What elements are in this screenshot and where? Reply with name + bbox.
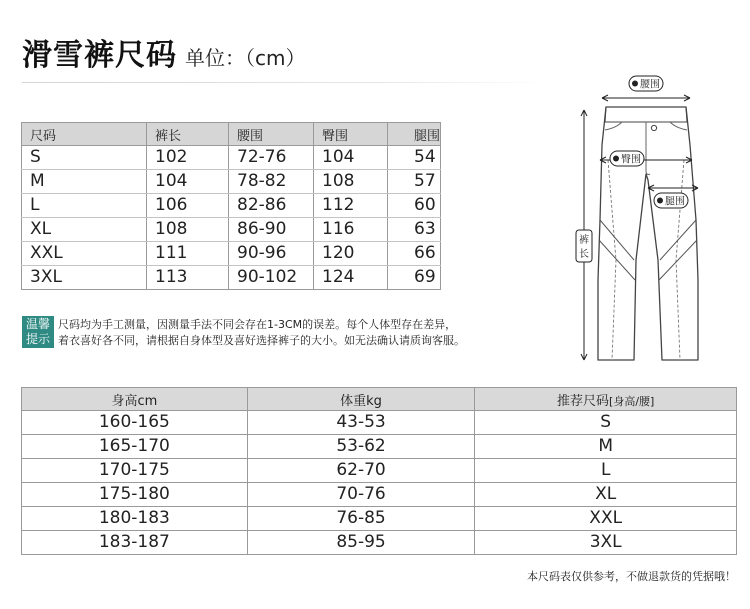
title-divider <box>22 82 552 83</box>
cell-hip: 104 <box>314 146 388 170</box>
col-header-recommend-note: [身高/腰] <box>609 394 655 408</box>
cell-leg: 57 <box>388 170 441 194</box>
cell-size: M <box>22 170 147 194</box>
cell-waist: 72-76 <box>229 146 314 170</box>
recommend-table-header <box>22 388 737 411</box>
cell-waist: 90-102 <box>229 266 314 290</box>
length-label-bottom: 长 <box>579 249 589 260</box>
cell-leg: 63 <box>388 218 441 242</box>
tip-line2: 着衣喜好各不同，请根据自身体型及喜好选择裤子的大小。如无法确认请质询客服。 <box>58 334 465 347</box>
cell-weight: 43-53 <box>247 411 475 435</box>
tip-badge-line2: 提示 <box>25 332 50 346</box>
page-title <box>22 30 305 74</box>
col-header-weight: 体重kg <box>247 388 475 411</box>
cell-length: 104 <box>147 170 229 194</box>
col-header-height: 身高cm <box>22 388 248 411</box>
chart-title: 滑雪裤尺码 <box>22 38 177 73</box>
cell-recommend: L <box>475 459 737 483</box>
cell-hip: 120 <box>314 242 388 266</box>
table-row <box>22 531 737 555</box>
cell-waist: 78-82 <box>229 170 314 194</box>
table-row <box>22 218 441 242</box>
table-row <box>22 411 737 435</box>
cell-length: 108 <box>147 218 229 242</box>
size-table <box>21 122 441 290</box>
cell-waist: 90-96 <box>229 242 314 266</box>
leg-label: 腿围 <box>665 196 685 208</box>
cell-height: 180-183 <box>22 507 248 531</box>
cell-recommend: S <box>475 411 737 435</box>
col-header-length: 裤长 <box>147 123 229 146</box>
cell-height: 160-165 <box>22 411 248 435</box>
cell-weight: 76-85 <box>247 507 475 531</box>
cell-hip: 108 <box>314 170 388 194</box>
pants-measure-diagram <box>572 70 734 370</box>
cell-size: L <box>22 194 147 218</box>
cell-height: 175-180 <box>22 483 248 507</box>
cell-length: 102 <box>147 146 229 170</box>
cell-weight: 85-95 <box>247 531 475 555</box>
cell-height: 183-187 <box>22 531 248 555</box>
cell-hip: 116 <box>314 218 388 242</box>
col-header-size: 尺码 <box>22 123 147 146</box>
cell-recommend: 3XL <box>475 531 737 555</box>
length-label-top: 裤 <box>579 235 589 246</box>
cell-height: 165-170 <box>22 435 248 459</box>
table-row <box>22 266 441 290</box>
cell-recommend: M <box>475 435 737 459</box>
cell-leg: 60 <box>388 194 441 218</box>
col-header-leg: 腿围 <box>388 123 441 146</box>
table-row <box>22 483 737 507</box>
table-row <box>22 194 441 218</box>
cell-size: S <box>22 146 147 170</box>
table-row <box>22 459 737 483</box>
table-row <box>22 507 737 531</box>
table-row <box>22 146 441 170</box>
cell-hip: 124 <box>314 266 388 290</box>
unit-label: 单位：（cm） <box>185 46 306 70</box>
cell-weight: 70-76 <box>247 483 475 507</box>
col-header-hip: 臀围 <box>314 123 388 146</box>
tip-line1: 尺码均为手工测量，因测量手法不同会存在1-3CM的误差。每个人体型存在差异， <box>58 318 457 331</box>
table-row <box>22 242 441 266</box>
tip-badge <box>22 316 54 348</box>
cell-length: 113 <box>147 266 229 290</box>
cell-length: 106 <box>147 194 229 218</box>
cell-waist: 82-86 <box>229 194 314 218</box>
cell-height: 170-175 <box>22 459 248 483</box>
cell-size: XL <box>22 218 147 242</box>
cell-recommend: XL <box>475 483 737 507</box>
tip-badge-line1: 温馨 <box>25 317 50 331</box>
cell-waist: 86-90 <box>229 218 314 242</box>
table-row <box>22 170 441 194</box>
cell-recommend: XXL <box>475 507 737 531</box>
cell-weight: 62-70 <box>247 459 475 483</box>
recommend-table <box>21 387 737 555</box>
cell-length: 111 <box>147 242 229 266</box>
cell-hip: 112 <box>314 194 388 218</box>
cell-leg: 54 <box>388 146 441 170</box>
cell-weight: 53-62 <box>247 435 475 459</box>
col-header-recommend-label: 推荐尺码 <box>557 393 610 409</box>
cell-leg: 66 <box>388 242 441 266</box>
hip-label: 臀围 <box>621 154 641 166</box>
size-table-header <box>22 123 441 146</box>
col-header-waist: 腰围 <box>229 123 314 146</box>
table-row <box>22 435 737 459</box>
footer-note: 本尺码表仅供参考，不做退款货的凭据哦！ <box>527 570 736 583</box>
cell-size: 3XL <box>22 266 147 290</box>
cell-leg: 69 <box>388 266 441 290</box>
cell-size: XXL <box>22 242 147 266</box>
tip-text <box>58 317 578 349</box>
col-header-recommend <box>475 388 737 411</box>
waist-label: 腰围 <box>640 79 660 91</box>
